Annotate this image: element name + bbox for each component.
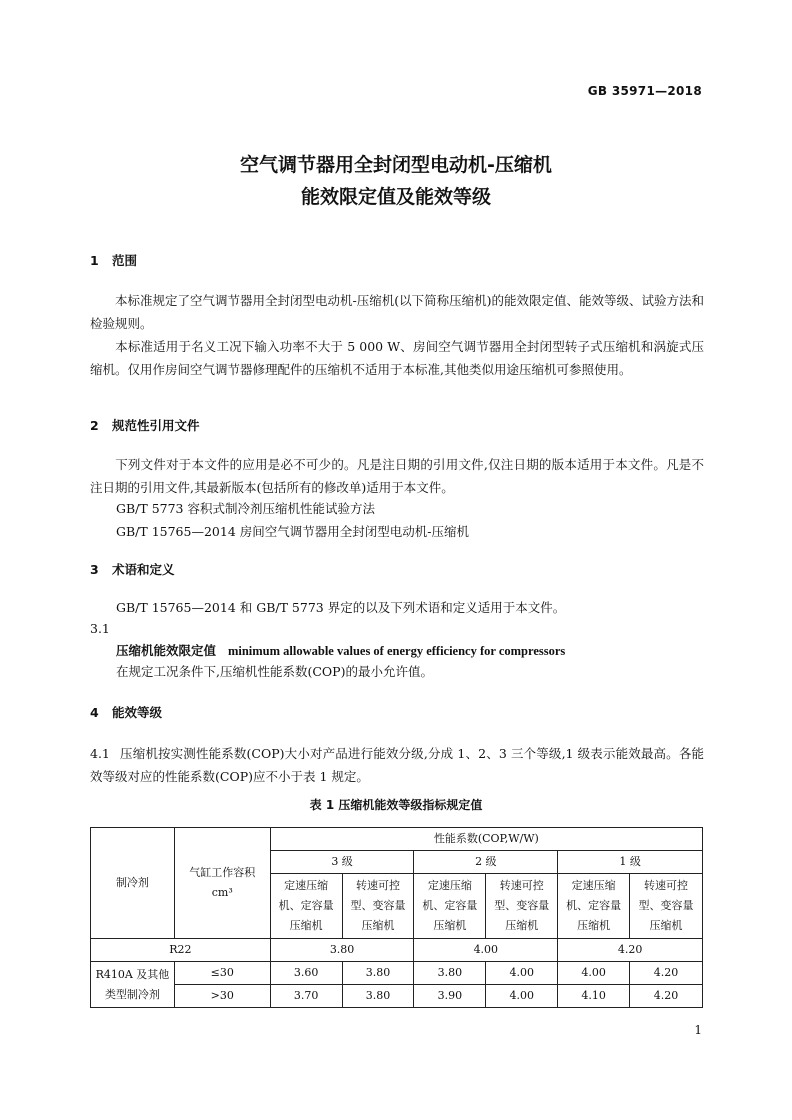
header-grade-1: 1 级 bbox=[558, 851, 703, 874]
table-cell: 3.80 bbox=[414, 962, 486, 985]
header-volume-label: 气缸工作容积 bbox=[189, 866, 256, 879]
section2-para1 bbox=[90, 453, 704, 499]
header-cylinder-volume bbox=[174, 828, 270, 939]
reference-gbt15765: GB/T 15765—2014 房间空气调节器用全封闭型电动机-压缩机 bbox=[116, 524, 469, 539]
table-row bbox=[91, 939, 703, 962]
standard-code: GB 35971—2018 bbox=[587, 84, 702, 98]
section4-heading bbox=[90, 703, 162, 721]
table-cell: 4.20 bbox=[630, 985, 703, 1008]
term-entry bbox=[116, 641, 565, 659]
row-r22-label: R22 bbox=[91, 939, 271, 962]
table-cell: 4.00 bbox=[486, 985, 558, 1008]
energy-efficiency-table bbox=[90, 827, 703, 1008]
section1-para1-text: 本标准规定了空气调节器用全封闭型电动机-压缩机(以下简称压缩机)的能效限定值、能效等级、试验方法和检验规则。 bbox=[90, 293, 704, 331]
header-fixed-speed: 定速压缩 机、定容量 压缩机 bbox=[558, 874, 630, 939]
section2-heading bbox=[90, 416, 200, 434]
table-row bbox=[91, 962, 703, 985]
title-line2: 能效限定值及能效等级 bbox=[300, 186, 491, 208]
title-line1: 空气调节器用全封闭型电动机-压缩机 bbox=[240, 154, 552, 176]
term-chinese: 压缩机能效限定值 bbox=[116, 643, 217, 658]
table-cell: 3.60 bbox=[270, 962, 342, 985]
section3-para1: GB/T 15765—2014 和 GB/T 5773 界定的以及下列术语和定义适用于本文件。 bbox=[116, 600, 566, 615]
table-cell: 4.10 bbox=[558, 985, 630, 1008]
section4-number: 4 bbox=[90, 705, 99, 720]
header-volume-unit: cm³ bbox=[211, 886, 233, 899]
table-caption: 表 1 压缩机能效等级指标规定值 bbox=[309, 798, 483, 812]
row-r410a-label-line1: R410A 及其他 bbox=[95, 967, 170, 981]
header-grade-2: 2 级 bbox=[414, 851, 558, 874]
header-variable-speed: 转速可控 型、变容量 压缩机 bbox=[342, 874, 414, 939]
header-refrigerant: 制冷剂 bbox=[91, 828, 175, 939]
term-definition: 在规定工况条件下,压缩机性能系数(COP)的最小允许值。 bbox=[116, 664, 433, 679]
subsection-3-1-number: 3.1 bbox=[90, 621, 110, 636]
section3-number: 3 bbox=[90, 562, 99, 577]
table-cell: 3.70 bbox=[270, 985, 342, 1008]
header-variable-speed: 转速可控 型、变容量 压缩机 bbox=[486, 874, 558, 939]
term-english: minimum allowable values of energy efficiency for compressors bbox=[227, 644, 566, 658]
section3-heading bbox=[90, 560, 175, 578]
row-r410a-label-line2: 类型制冷剂 bbox=[104, 987, 160, 1001]
row-r22-grade3: 3.80 bbox=[270, 939, 414, 962]
page-number: 1 bbox=[694, 1023, 702, 1037]
table-cell: 4.20 bbox=[630, 962, 703, 985]
section2-title: 规范性引用文件 bbox=[112, 418, 200, 433]
table-cell: 3.80 bbox=[342, 962, 414, 985]
table-cell: 3.90 bbox=[414, 985, 486, 1008]
header-fixed-speed: 定速压缩 机、定容量 压缩机 bbox=[270, 874, 342, 939]
section1-para2 bbox=[90, 335, 704, 381]
subsection-4-1-number: 4.1 bbox=[90, 746, 110, 761]
section1-title: 范围 bbox=[112, 253, 138, 268]
section4-title: 能效等级 bbox=[112, 705, 163, 720]
table-row bbox=[91, 985, 703, 1008]
row-r22-grade1: 4.20 bbox=[558, 939, 703, 962]
section1-para2-text: 本标准适用于名义工况下输入功率不大于 5 000 W、房间空气调节器用全封闭型转子式压缩机和涡旋式压缩机。仅用作房间空气调节器修理配件的压缩机不适用于本标准,其他类似用途压缩机可参照使用。 bbox=[90, 339, 704, 377]
section4-para1 bbox=[90, 742, 704, 788]
section2-para1-text: 下列文件对于本文件的应用是必不可少的。凡是注日期的引用文件,仅注日期的版本适用于本文件。凡是不注日期的引用文件,其最新版本(包括所有的修改单)适用于本文件。 bbox=[90, 457, 704, 495]
section1-number: 1 bbox=[90, 253, 99, 268]
reference-gbt5773: GB/T 5773 容积式制冷剂压缩机性能试验方法 bbox=[116, 501, 375, 516]
section4-para1-text: 压缩机按实测性能系数(COP)大小对产品进行能效分级,分成 1、2、3 三个等级,1 级表示能效最高。各能效等级对应的性能系数(COP)应不小于表 1 规定。 bbox=[90, 746, 704, 784]
section1-heading bbox=[90, 251, 137, 269]
section2-number: 2 bbox=[90, 418, 99, 433]
table-cell: 3.80 bbox=[342, 985, 414, 1008]
section1-para1 bbox=[90, 289, 704, 335]
row-volume-range: >30 bbox=[174, 985, 270, 1008]
table-cell: 4.00 bbox=[558, 962, 630, 985]
header-grade-3: 3 级 bbox=[270, 851, 414, 874]
section3-title: 术语和定义 bbox=[112, 562, 175, 577]
table-cell: 4.00 bbox=[486, 962, 558, 985]
header-variable-speed: 转速可控 型、变容量 压缩机 bbox=[630, 874, 703, 939]
row-volume-range: ≤30 bbox=[174, 962, 270, 985]
row-r22-grade2: 4.00 bbox=[414, 939, 558, 962]
header-fixed-speed: 定速压缩 机、定容量 压缩机 bbox=[414, 874, 486, 939]
row-r410a-label bbox=[91, 962, 175, 1008]
header-cop: 性能系数(COP,W/W) bbox=[270, 828, 702, 851]
